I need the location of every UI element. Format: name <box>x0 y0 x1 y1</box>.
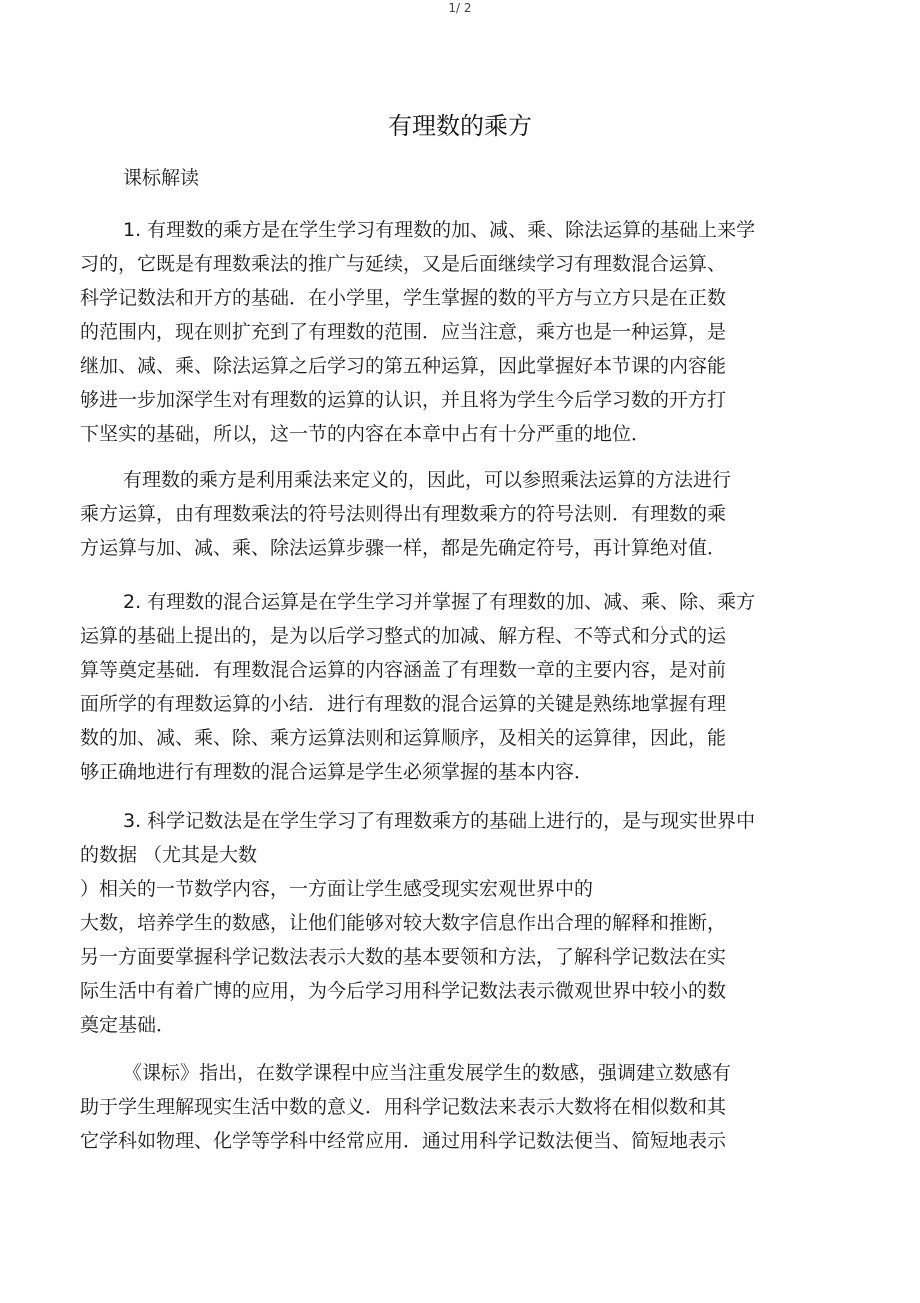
paragraph-line: 面所学的有理数运算的小结．进行有理数的混合运算的关键是熟练地掌握有理 <box>80 693 727 715</box>
paragraph-line: 习的，它既是有理数乘法的推广与延续，又是后面继续学习有理数混合运算、 <box>80 253 727 275</box>
paragraph-line: 1. 有理数的乘方是在学生学习有理数的加、减、乘、除法运算的基础上来学 <box>123 219 756 241</box>
paragraph-line: 助于学生理解现实生活中数的意义．用科学记数法来表示大数将在相似数和其 <box>80 1096 727 1118</box>
paragraph-line: 算等奠定基础．有理数混合运算的内容涵盖了有理数一章的主要内容，是对前 <box>80 659 727 681</box>
section-heading: 课标解读 <box>123 167 200 189</box>
paragraph-line: 大数，培养学生的数感，让他们能够对较大数字信息作出合理的解释和推断， <box>80 912 727 934</box>
page-number: 1/ 2 <box>448 1 472 15</box>
paragraph-line: 够正确地进行有理数的混合运算是学生必须掌握的基本内容． <box>80 761 594 783</box>
paragraph-line: 2. 有理数的混合运算是在学生学习并掌握了有理数的加、减、乘、除、乘方 <box>123 591 756 613</box>
paragraph-line: 奠定基础． <box>80 1014 176 1036</box>
paragraph-2 <box>80 463 800 565</box>
paragraph-line: 继加、减、乘、除法运算之后学习的第五种运算，因此掌握好本节课的内容能 <box>80 355 727 377</box>
paragraph-line: 运算的基础上提出的，是为以后学习整式的加减、解方程、不等式和分式的运 <box>80 625 727 647</box>
paragraph-1 <box>80 213 800 451</box>
paragraph-line: 科学记数法和开方的基础．在小学里，学生掌握的数的平方与立方只是在正数 <box>80 287 727 309</box>
paragraph-line: 另一方面要掌握科学记数法表示大数的基本要领和方法，了解科学记数法在实 <box>80 946 727 968</box>
paragraph-4 <box>80 804 800 1042</box>
paragraph-line: 的数据 （尤其是大数 <box>80 844 258 866</box>
paragraph-5 <box>80 1056 800 1158</box>
paragraph-line: 3. 科学记数法是在学生学习了有理数乘方的基础上进行的，是与现实世界中 <box>123 810 756 832</box>
paragraph-line: 的范围内，现在则扩充到了有理数的范围．应当注意，乘方也是一种运算，是 <box>80 321 727 343</box>
paragraph-line: ）相关的一节数学内容，一方面让学生感受现实宏观世界中的 <box>80 878 594 900</box>
paragraph-3 <box>80 585 800 789</box>
paragraph-line: 方运算与加、减、乘、除法运算步骤一样，都是先确定符号，再计算绝对值． <box>80 537 727 559</box>
document-title: 有理数的乘方 <box>388 112 532 140</box>
paragraph-line: 有理数的乘方是利用乘法来定义的，因此，可以参照乘法运算的方法进行 <box>123 469 732 491</box>
paragraph-line: 数的加、减、乘、除、乘方运算法则和运算顺序，及相关的运算律，因此，能 <box>80 727 727 749</box>
paragraph-line: 乘方运算，由有理数乘法的符号法则得出有理数乘方的符号法则．有理数的乘 <box>80 503 727 525</box>
paragraph-line: 够进一步加深学生对有理数的运算的认识，并且将为学生今后学习数的开方打 <box>80 389 727 411</box>
paragraph-line: 下坚实的基础，所以，这一节的内容在本章中占有十分严重的地位． <box>80 423 651 445</box>
paragraph-line: 它学科如物理、化学等学科中经常应用．通过用科学记数法便当、简短地表示 <box>80 1130 727 1152</box>
paragraph-line: 《课标》指出，在数学课程中应当注重发展学生的数感，强调建立数感有 <box>123 1062 732 1084</box>
paragraph-line: 际生活中有着广博的应用，为今后学习用科学记数法表示微观世界中较小的数 <box>80 980 727 1002</box>
